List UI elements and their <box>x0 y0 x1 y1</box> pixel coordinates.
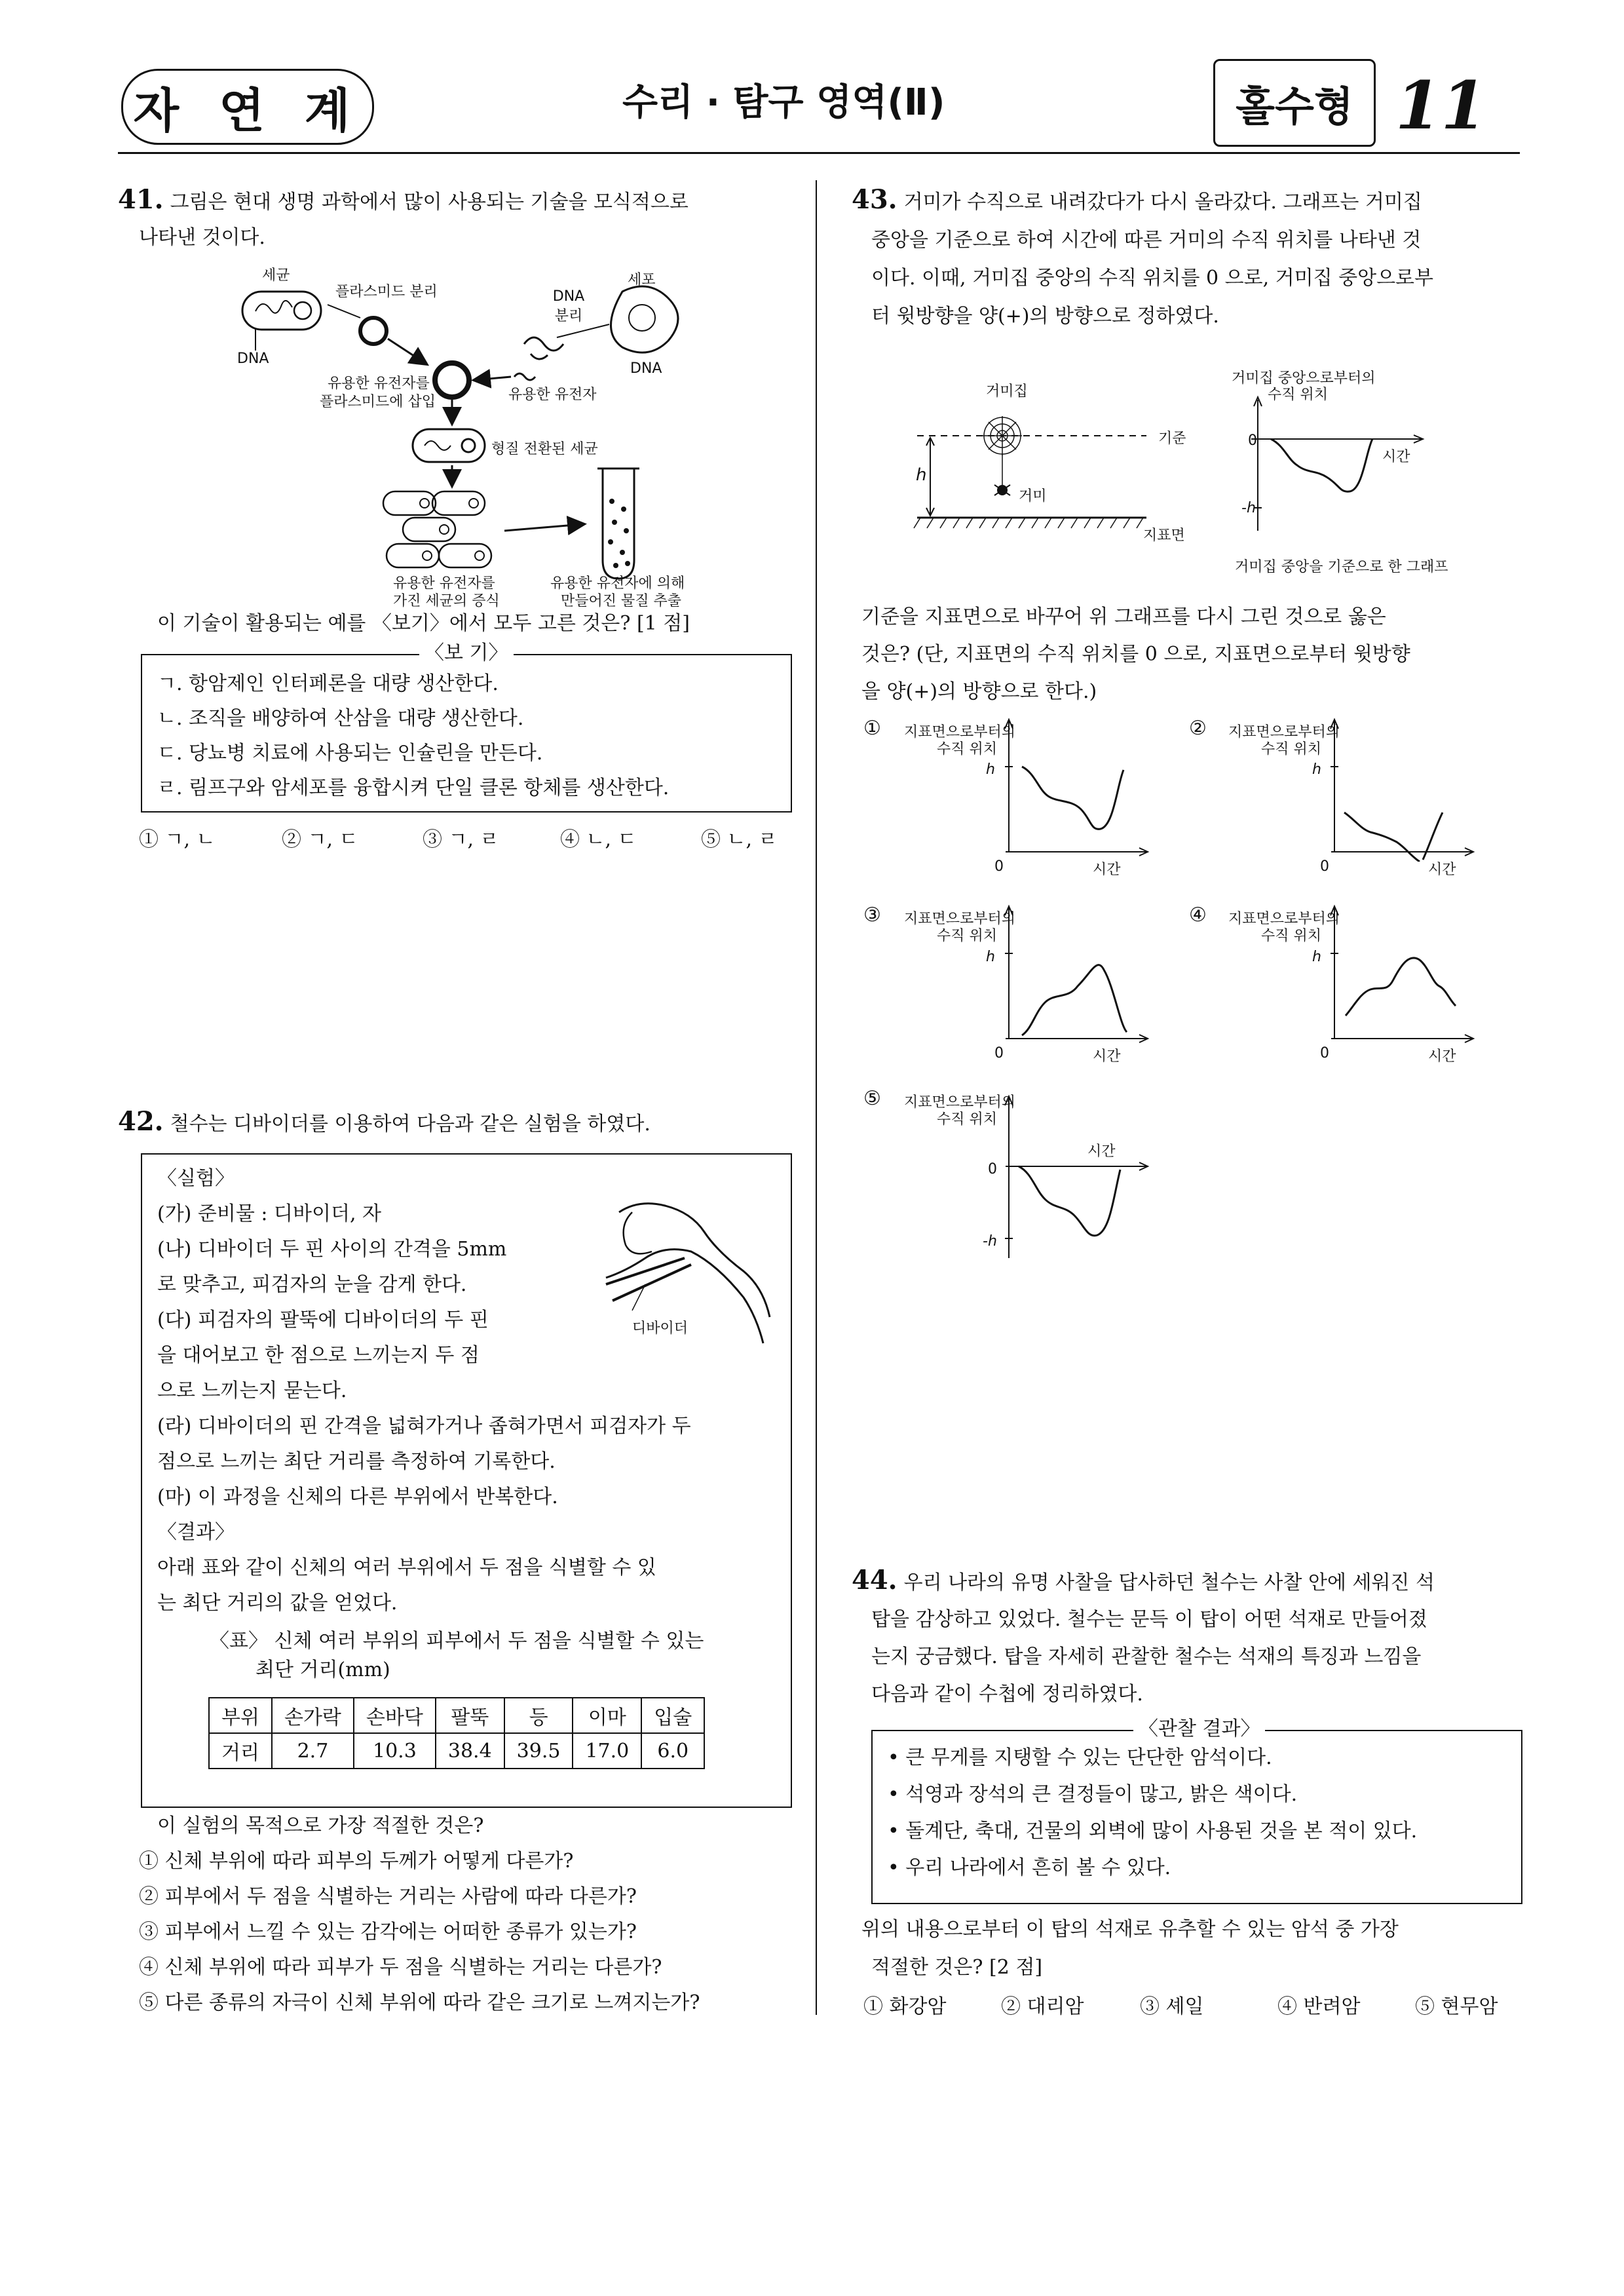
option-curve <box>1022 965 1127 1035</box>
q42-exp-line-9: (마) 이 과정을 신체의 다른 부위에서 반복한다. <box>157 1485 558 1508</box>
q42-stem: 42. 철수는 디바이더를 이용하여 다음과 같은 실험을 하였다. <box>118 1106 651 1137</box>
hand-icon <box>624 1212 652 1253</box>
label-baseline: 기준 <box>1158 430 1186 447</box>
q44-prompt-1: 위의 내용으로부터 이 탑의 석재로 유추할 수 있는 암석 중 가장 <box>861 1918 1399 1941</box>
table-cell: 거리 <box>209 1733 272 1769</box>
label-dna-left: DNA <box>237 351 269 367</box>
bacterial-dna-icon <box>255 301 292 313</box>
q42-choice-2[interactable]: ② 피부에서 두 점을 식별하는 거리는 사람에 따라 다른가? <box>139 1885 637 1908</box>
q43-option-3-number[interactable]: ③ <box>863 904 881 927</box>
q43-option-2-time: 시간 <box>1428 862 1456 878</box>
label-ref-caption: 거미집 중앙을 기준으로 한 그래프 <box>1235 559 1448 575</box>
q44-obs-title: 〈관찰 결과〉 <box>1133 1712 1265 1747</box>
q42-choice-1[interactable]: ① 신체 부위에 따라 피부의 두께가 어떻게 다른가? <box>139 1850 574 1873</box>
q43-option-5-zero: 0 <box>988 1161 997 1177</box>
q41-genetic-engineering-diagram <box>216 265 793 593</box>
table-header-cell: 팔뚝 <box>436 1698 504 1733</box>
label-ground: 지표면 <box>1143 527 1185 544</box>
section-badge: 자 연 계 <box>121 69 374 145</box>
q42-exp-line-3: 로 맞추고, 피검자의 눈을 감게 한다. <box>157 1273 467 1296</box>
q44-stem-3: 는지 궁금했다. 탑을 자세히 관찰한 철수는 석재의 특징과 느낌을 <box>871 1645 1422 1668</box>
q42-exp-line-6: 으로 느끼는지 묻는다. <box>157 1379 347 1402</box>
label-ref-ylabel-1: 거미집 중앙으로부터의 <box>1232 370 1376 387</box>
label-ref-zero: 0 <box>1248 432 1257 449</box>
q43-option-4-h: h <box>1312 949 1321 965</box>
table-cell: 6.0 <box>641 1733 704 1769</box>
label-spider: 거미 <box>1019 488 1047 505</box>
label-cell: 세포 <box>628 272 656 288</box>
plasmid-small-icon <box>294 302 311 319</box>
q43-option-3-zero: 0 <box>994 1045 1004 1062</box>
q43-option-5-number[interactable]: ⑤ <box>863 1087 881 1110</box>
useful-gene-icon <box>514 373 535 380</box>
q43-option-3-ylabel-2: 수직 위치 <box>937 928 998 944</box>
q41-choice-1[interactable]: ① ㄱ, ㄴ <box>139 828 216 851</box>
q43-option-4-number[interactable]: ④ <box>1189 904 1207 927</box>
table-cell: 2.7 <box>272 1733 354 1769</box>
q41-stem-2: 나타낸 것이다. <box>139 226 265 249</box>
q43-option-1-ylabel-1: 지표면으로부터의 <box>904 724 1016 740</box>
q41-bogi-1: ㄱ. 항암제인 인터페론을 대량 생산한다. <box>157 672 499 695</box>
nucleus-icon <box>629 305 655 331</box>
q43-option-4-time: 시간 <box>1428 1048 1456 1065</box>
q42-exp-title: 〈실험〉 <box>157 1167 235 1190</box>
q43-option-2-number[interactable]: ② <box>1189 717 1207 740</box>
table-header-cell: 입술 <box>641 1698 704 1733</box>
exam-type-badge: 홀수형 <box>1213 59 1376 147</box>
q43-prompt-3: 을 양(+)의 방향으로 한다.) <box>861 680 1097 703</box>
q44-stem-1: 44. 우리 나라의 유명 사찰을 답사하던 철수는 사찰 안에 세워진 석 <box>852 1565 1435 1596</box>
q44-choice-2[interactable]: ② 대리암 <box>1001 1995 1084 2018</box>
q43-stem-4: 터 윗방향을 양(+)의 방향으로 정하였다. <box>871 305 1219 328</box>
label-insert-2: 플라스미드에 삽입 <box>320 394 436 410</box>
q42-exp-line-8: 점으로 느끼는 최단 거리를 측정하여 기록한다. <box>157 1450 556 1473</box>
q43-option-1-h: h <box>986 761 995 778</box>
cell-icon <box>611 286 679 353</box>
q44-choice-4[interactable]: ④ 반려암 <box>1277 1995 1361 2018</box>
option-curve <box>1346 958 1456 1016</box>
column-divider <box>816 180 817 2015</box>
table-header-cell: 손가락 <box>272 1698 354 1733</box>
q42-result-line-1: 아래 표와 같이 신체의 여러 부위에서 두 점을 식별할 수 있 <box>157 1556 656 1579</box>
q42-exp-line-7: (라) 디바이더의 핀 간격을 넓혀가거나 좁혀가면서 피검자가 두 <box>157 1415 691 1438</box>
option-curve <box>1344 813 1443 862</box>
q42-number: 42. <box>118 1106 164 1137</box>
q43-number: 43. <box>852 184 897 215</box>
q42-exp-line-2: (나) 디바이더 두 핀 사이의 간격을 5mm <box>157 1238 507 1261</box>
q42-exp-line-5: 을 대어보고 한 점으로 느끼는지 두 점 <box>157 1344 480 1367</box>
table-header-cell: 이마 <box>573 1698 641 1733</box>
q41-choice-4[interactable]: ④ ㄴ, ㄷ <box>560 828 637 851</box>
q41-bogi-3: ㄷ. 당뇨병 치료에 사용되는 인슐린을 만든다. <box>157 742 543 765</box>
label-dna-right: DNA <box>630 360 662 377</box>
table-header-row <box>209 1698 704 1733</box>
q43-option-4-ylabel-2: 수직 위치 <box>1261 928 1322 944</box>
option-curve <box>1022 767 1124 829</box>
label-ref-neg-h: -h <box>1241 500 1256 516</box>
q41-choice-2[interactable]: ② ㄱ, ㄷ <box>282 828 358 851</box>
label-transformed: 형질 전환된 세균 <box>491 441 598 457</box>
q43-prompt-1: 기준을 지표면으로 바꾸어 위 그래프를 다시 그린 것으로 옳은 <box>861 605 1386 628</box>
table-cell: 10.3 <box>354 1733 436 1769</box>
q44-obs-3: • 돌계단, 축대, 건물의 외벽에 많이 사용된 것을 본 적이 있다. <box>888 1820 1418 1843</box>
q44-choice-5[interactable]: ⑤ 현무암 <box>1415 1995 1498 2018</box>
q44-stem-4: 다음과 같이 수첩에 정리하였다. <box>871 1683 1143 1706</box>
label-h: h <box>916 465 927 485</box>
q43-option-1-ylabel-2: 수직 위치 <box>937 741 998 757</box>
header-rule <box>118 152 1520 154</box>
q42-choice-3[interactable]: ③ 피부에서 느낄 수 있는 감각에는 어떠한 종류가 있는가? <box>139 1921 637 1943</box>
q43-option-5-time: 시간 <box>1087 1143 1116 1160</box>
table-row <box>209 1733 704 1769</box>
q41-stem-1: 41. 그림은 현대 생명 과학에서 많이 사용되는 기술을 모식적으로 <box>118 184 689 215</box>
q44-choice-1[interactable]: ① 화강암 <box>863 1995 947 2018</box>
q43-option-4-ylabel-1: 지표면으로부터의 <box>1228 911 1340 927</box>
q43-option-2-h: h <box>1312 761 1321 778</box>
page-number: 11 <box>1395 67 1487 144</box>
label-plasmid-separation: 플라스미드 분리 <box>335 284 438 300</box>
bacterium-icon <box>242 292 321 330</box>
q42-exp-line-1: (가) 준비물 : 디바이더, 자 <box>157 1202 382 1225</box>
q42-result-table <box>208 1697 705 1769</box>
q43-option-3-ylabel-1: 지표면으로부터의 <box>904 911 1016 927</box>
q43-option-2-ylabel-1: 지표면으로부터의 <box>1228 724 1340 740</box>
q41-prompt: 이 기술이 활용되는 예를 〈보기〉에서 모두 고른 것은? [1 점] <box>157 612 690 635</box>
q43-prompt-2: 것은? (단, 지표면의 수직 위치를 0 으로, 지표면으로부터 윗방향 <box>861 643 1410 666</box>
q43-option-1-graph[interactable] <box>999 714 1150 862</box>
divider-leg-1 <box>606 1258 685 1284</box>
q41-bogi-2: ㄴ. 조직을 배양하여 산삼을 대량 생산한다. <box>157 707 524 730</box>
table-cell: 38.4 <box>436 1733 504 1769</box>
table-cell: 17.0 <box>573 1733 641 1769</box>
q43-option-3-time: 시간 <box>1093 1048 1121 1065</box>
q43-option-3-graph[interactable] <box>999 901 1150 1048</box>
q41-choice-5[interactable]: ⑤ ㄴ, ㄹ <box>701 828 778 851</box>
q42-table-caption-1: 〈표〉 신체 여러 부위의 피부에서 두 점을 식별할 수 있는 <box>210 1630 704 1653</box>
label-proliferate-2: 가진 세균의 증식 <box>393 593 500 609</box>
dna-fragments-icon <box>524 337 563 359</box>
q44-obs-4: • 우리 나라에서 흔히 볼 수 있다. <box>888 1856 1171 1879</box>
q43-option-2-ylabel-2: 수직 위치 <box>1261 741 1322 757</box>
label-extract-2: 만들어진 물질 추출 <box>561 593 682 609</box>
q43-option-2-graph[interactable] <box>1325 714 1475 862</box>
q43-option-5-graph[interactable] <box>999 1091 1150 1265</box>
q43-option-3-h: h <box>986 949 995 965</box>
q44-obs-2: • 석영과 장석의 큰 결정들이 많고, 밝은 색이다. <box>888 1783 1298 1806</box>
q41-bogi-4: ㄹ. 림프구와 암세포를 융합시켜 단일 클론 항체를 생산한다. <box>157 776 670 799</box>
table-header-cell: 부위 <box>209 1698 272 1733</box>
option-curve <box>1019 1166 1120 1236</box>
label-proliferate-1: 유용한 유전자를 <box>393 575 495 592</box>
q42-table-caption-2: 최단 거리(mm) <box>255 1658 390 1681</box>
q41-choice-3[interactable]: ③ ㄱ, ㄹ <box>423 828 499 851</box>
q43-option-4-graph[interactable] <box>1325 901 1475 1048</box>
isolated-plasmid-icon <box>360 318 387 344</box>
q43-option-1-time: 시간 <box>1093 862 1121 878</box>
q43-option-1-number[interactable]: ① <box>863 717 881 740</box>
label-ref-time: 시간 <box>1382 449 1410 465</box>
q43-option-5-ylabel-1: 지표면으로부터의 <box>904 1094 1016 1111</box>
q43-option-5-neg-h: -h <box>983 1233 997 1250</box>
q44-choice-3[interactable]: ③ 셰일 <box>1140 1995 1204 2018</box>
label-ref-ylabel-2: 수직 위치 <box>1268 387 1329 403</box>
recombinant-plasmid-icon <box>435 363 469 397</box>
q43-option-2-zero: 0 <box>1320 858 1329 875</box>
label-useful-gene: 유용한 유전자 <box>508 387 597 403</box>
q42-choice-5[interactable]: ⑤ 다른 종류의 자극이 신체 부위에 따라 같은 크기로 느껴지는가? <box>139 1991 700 2014</box>
reference-curve <box>1271 439 1372 491</box>
q42-prompt: 이 실험의 목적으로 가장 적절한 것은? <box>157 1814 484 1837</box>
q43-stem-2: 중앙을 기준으로 하여 시간에 따른 거미의 수직 위치를 나타낸 것 <box>871 229 1422 252</box>
test-tube-icon <box>597 469 639 579</box>
q42-result-title: 〈결과〉 <box>157 1521 235 1544</box>
label-web: 거미집 <box>986 383 1028 400</box>
q44-prompt-2: 적절한 것은? [2 점] <box>871 1956 1043 1979</box>
q42-result-line-2: 는 최단 거리의 값을 얻었다. <box>157 1592 398 1615</box>
table-cell: 39.5 <box>504 1733 573 1769</box>
page-title: 수리 · 탐구 영역(Ⅱ) <box>622 81 945 124</box>
q42-choice-4[interactable]: ④ 신체 부위에 따라 피부가 두 점을 식별하는 거리는 다른가? <box>139 1956 662 1979</box>
spider-web-icon <box>983 416 1022 455</box>
q43-stem-1: 43. 거미가 수직으로 내려갔다가 다시 올라갔다. 그래프는 거미집 <box>852 184 1422 215</box>
label-extract-1: 유용한 유전자에 의해 <box>550 575 685 592</box>
q41-number: 41. <box>118 184 164 215</box>
q44-obs-1: • 큰 무게를 지탱할 수 있는 단단한 암석이다. <box>888 1746 1272 1769</box>
table-header-cell: 등 <box>504 1698 573 1733</box>
label-divider: 디바이더 <box>632 1320 689 1337</box>
label-dna-separation: DNA 분리 <box>552 288 585 324</box>
q42-exp-line-4: (다) 피검자의 팔뚝에 디바이더의 두 핀 <box>157 1309 489 1331</box>
q43-option-4-zero: 0 <box>1320 1045 1329 1062</box>
q41-bogi-title: 〈보 기〉 <box>419 636 514 671</box>
q43-option-1-zero: 0 <box>994 858 1004 875</box>
label-insert-1: 유용한 유전자를 <box>328 375 430 392</box>
spider-icon <box>994 485 1010 495</box>
q44-stem-2: 탑을 감상하고 있었다. 철수는 문득 이 탑이 어떤 석재로 만들어졌 <box>871 1608 1427 1631</box>
q43-stem-3: 이다. 이때, 거미집 중앙의 수직 위치를 0 으로, 거미집 중앙으로부 <box>871 267 1434 290</box>
bacteria-colony-icon <box>383 491 491 567</box>
q44-number: 44. <box>852 1565 897 1596</box>
table-header-cell: 손바닥 <box>354 1698 436 1733</box>
label-bacteria: 세균 <box>262 267 290 284</box>
q43-option-5-ylabel-2: 수직 위치 <box>937 1111 998 1128</box>
